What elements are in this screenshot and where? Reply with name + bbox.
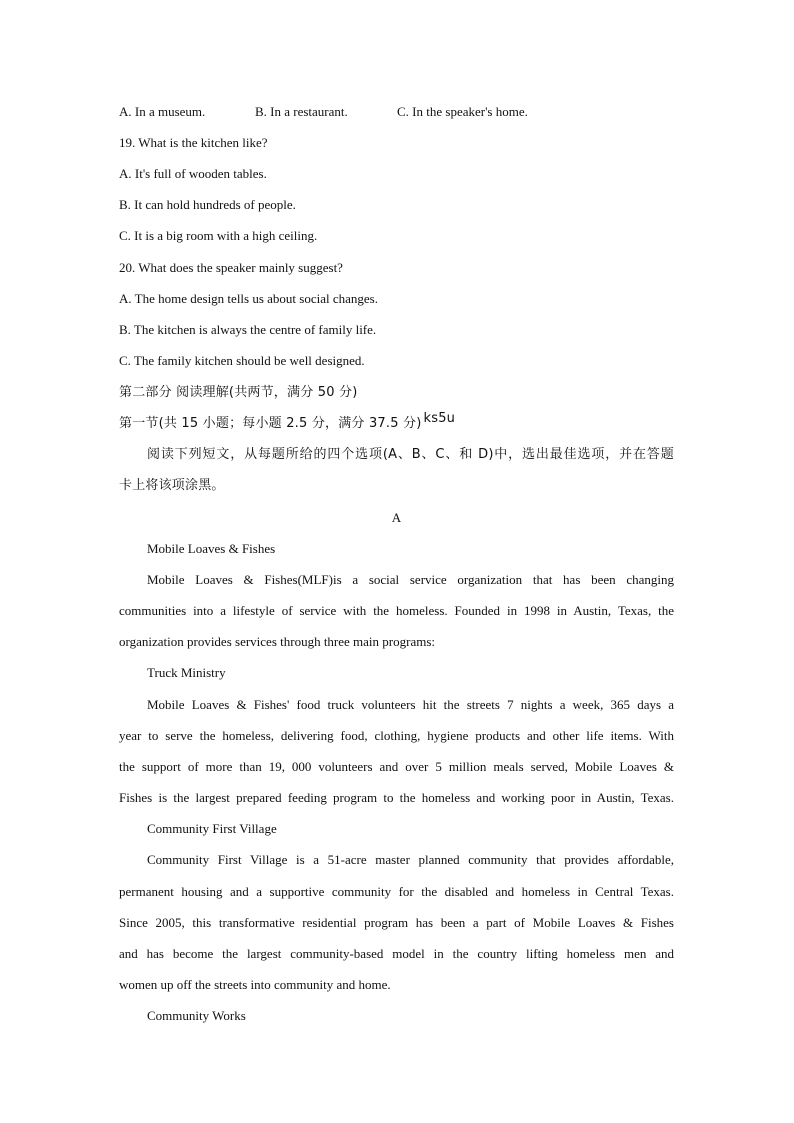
p3-line-3: Since 2005, this transformative residential program has been a part of Mobile Loaves & Fishes <box>119 915 674 930</box>
watermark-text: ks5u <box>423 411 456 426</box>
q19-option-b: B. It can hold hundreds of people. <box>119 197 296 212</box>
heading-truck-ministry: Truck Ministry <box>147 665 226 680</box>
q20-option-b: B. The kitchen is always the centre of family life. <box>119 322 377 337</box>
p3-line-4: and has become the largest community-based model in the country lifting homeless men and <box>119 946 674 961</box>
q20-option-a: A. The home design tells us about social changes. <box>119 291 378 306</box>
p2-line-2: year to serve the homeless, delivering food, clothing, hygiene products and other life items. With <box>119 728 674 743</box>
section1-heading <box>119 411 674 433</box>
instruction-line-2: 卡上将该项涂黑。 <box>119 478 225 493</box>
q19-option-a: A. It's full of wooden tables. <box>119 166 267 181</box>
passage-letter: A <box>391 510 402 525</box>
heading-community-first-village: Community First Village <box>147 821 277 836</box>
p2-line-1: Mobile Loaves & Fishes' food truck volunteers hit the streets 7 nights a week, 365 days a <box>147 697 674 712</box>
p3-line-2: permanent housing and a supportive community for the disabled and homeless in Central Texas. <box>119 884 674 899</box>
section1-text: 第一节(共 15 小题；每小题 2.5 分，满分 37.5 分) <box>119 416 422 431</box>
q18-option-b: B. In a restaurant. <box>255 104 348 119</box>
q18-options <box>119 103 674 121</box>
p2-line-4: Fishes is the largest prepared feeding program to the homeless and working poor in Austin, Texas. <box>119 790 674 805</box>
q19-option-c: C. It is a big room with a high ceiling. <box>119 228 318 243</box>
passage-title: Mobile Loaves & Fishes <box>147 541 276 556</box>
q20-option-c: C. The family kitchen should be well designed. <box>119 353 365 368</box>
p2-line-3: the support of more than 19, 000 volunteers and over 5 million meals served, Mobile Loaves & <box>119 759 674 774</box>
q18-option-a: A. In a museum. <box>119 104 206 119</box>
instruction-line-1: 阅读下列短文，从每题所给的四个选项(A、B、C、和 D)中，选出最佳选项，并在答题 <box>147 447 674 462</box>
p1-line-3: organization provides services through three main programs: <box>119 634 436 649</box>
p1-line-2: communities into a lifestyle of service with the homeless. Founded in 1998 in Austin, Texas, the <box>119 603 674 618</box>
part2-heading: 第二部分 阅读理解(共两节，满分 50 分) <box>119 385 358 400</box>
p1-line-1: Mobile Loaves & Fishes(MLF)is a social service organization that has been changing <box>147 572 674 587</box>
q19-question: 19. What is the kitchen like? <box>119 135 268 150</box>
q20-question: 20. What does the speaker mainly suggest? <box>119 260 343 275</box>
heading-community-works: Community Works <box>147 1008 246 1023</box>
q18-option-c: C. In the speaker's home. <box>397 104 528 119</box>
p3-line-5: women up off the streets into community and home. <box>119 977 391 992</box>
p3-line-1: Community First Village is a 51-acre master planned community that provides affordable, <box>147 852 674 867</box>
